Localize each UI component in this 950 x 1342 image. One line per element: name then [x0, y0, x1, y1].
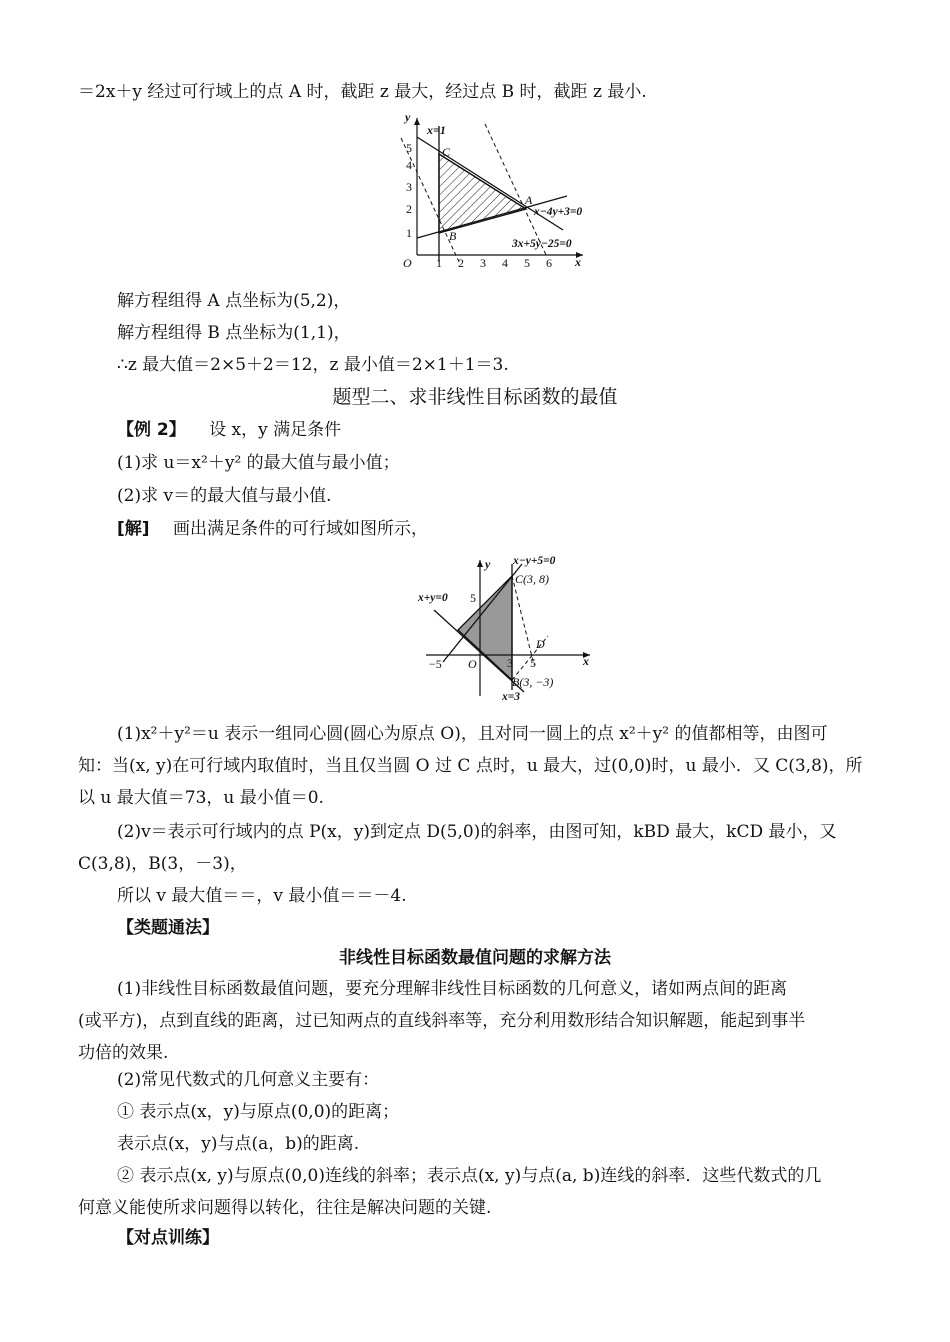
text-line: ② 表示点(x, y)与原点(0,0)连线的斜率；表示点(x, y)与点(a, b)连线的斜率．这些代数式的几 — [117, 1166, 822, 1186]
point-label-c: C(3, 8) — [515, 572, 549, 586]
x-axis-label: x — [583, 654, 589, 668]
feasible-region-figure-1 — [395, 112, 595, 272]
method-heading: 非线性目标函数最值问题的求解方法 — [339, 948, 611, 968]
section-tag: 【对点训练】 — [117, 1228, 219, 1248]
x-tick: 5 — [524, 256, 530, 270]
y-tick: 2 — [406, 202, 412, 216]
example-text: 设 x，y 满足条件 — [209, 420, 342, 440]
text-line: C(3,8)，B(3，－3)， — [78, 854, 247, 874]
feasible-region — [439, 154, 526, 233]
x-tick: 3 — [480, 256, 486, 270]
y-tick: 1 — [406, 226, 412, 240]
point-label-c: C — [442, 145, 451, 159]
y-tick: 3 — [406, 180, 412, 194]
y-axis-label: y — [485, 557, 491, 571]
text-line: 以 u 最大值＝73，u 最小值＝0. — [78, 788, 324, 808]
text-line: ∴z 最大值＝2×5＋2＝12，z 最小值＝2×1＋1＝3. — [117, 355, 509, 375]
solution-text: 画出满足条件的可行域如图所示， — [172, 519, 428, 539]
text-line: (1)非线性目标函数最值问题，要充分理解非线性目标函数的几何意义，诸如两点间的距离 — [117, 979, 788, 999]
text-line: 所以 v 最大值＝＝，v 最小值＝＝－4. — [117, 886, 407, 906]
line-label-2: 3x+5y−25=0 — [512, 238, 572, 250]
solution-tag: [解] — [117, 519, 150, 539]
tick-5-y: 5 — [470, 591, 476, 605]
text-line: 何意义能使所求问题得以转化，往往是解决问题的关键. — [78, 1198, 492, 1218]
tick-3: 3 — [507, 656, 513, 670]
text-line: 解方程组得 B 点坐标为(1,1)， — [117, 323, 351, 343]
feasible-region — [458, 576, 512, 680]
x-tick: 1 — [436, 256, 442, 270]
text-line: (或平方)，点到直线的距离，过已知两点的直线斜率等，充分利用数形结合知识解题，能起到事半 — [78, 1011, 806, 1031]
y-axis-label: y — [405, 110, 411, 124]
text-line: (2)v＝表示可行域内的点 P(x，y)到定点 D(5,0)的斜率，由图可知，kBD 最大，kCD 最小，又 — [117, 822, 837, 842]
text-line: (1)求 u＝x²＋y² 的最大值与最小值； — [117, 453, 400, 473]
section-tag: 【类题通法】 — [117, 918, 219, 938]
line-label-x1: x=1 — [427, 123, 446, 137]
y-tick-labels — [406, 141, 412, 240]
tick-neg5: −5 — [429, 657, 442, 671]
x-tick-labels — [436, 256, 552, 270]
line-label-2: x+y=0 — [418, 592, 448, 604]
origin-label: O — [468, 657, 477, 671]
y-tick: 5 — [406, 141, 412, 155]
text-line: (1)x²＋y²＝u 表示一组同心圆(圆心为原点 O)，且对同一圆上的点 x²＋y² 的值都相等，由图可 — [117, 724, 828, 744]
text-line: ＝2x＋y 经过可行域上的点 A 时，截距 z 最大，经过点 B 时，截距 z 最小. — [78, 82, 647, 102]
text-line: ① 表示点(x，y)与原点(0,0)的距离； — [117, 1102, 400, 1122]
x-tick: 2 — [458, 256, 464, 270]
text-line: (2)常见代数式的几何意义主要有： — [117, 1070, 380, 1090]
point-label-a: A — [525, 193, 533, 207]
example-tag: 【例 2】 — [117, 420, 186, 440]
example-line — [117, 418, 341, 442]
feasible-region-figure-2 — [418, 550, 608, 703]
x-tick: 6 — [546, 256, 552, 270]
line-label-1: x−4y+3=0 — [534, 206, 583, 218]
text-line: 知：当(x, y)在可行域内取值时，当且仅当圆 O 过 C 点时，u 最大，过(0,0)时，u 最小．又 C(3,8)，所 — [78, 756, 863, 776]
line-label-3: x=3 — [502, 691, 521, 703]
solution-line — [117, 517, 428, 541]
y-tick: 4 — [406, 158, 412, 172]
line-label-1: x−y+5=0 — [513, 555, 556, 567]
x-tick: 4 — [502, 256, 508, 270]
text-line: (2)求 v＝的最大值与最小值. — [117, 486, 332, 506]
text-line: 功倍的效果. — [78, 1043, 169, 1063]
section-heading: 题型二、求非线性目标函数的最值 — [332, 386, 618, 408]
x-axis-label: x — [575, 255, 581, 269]
text-line: 解方程组得 A 点坐标为(5,2)， — [117, 291, 351, 311]
tick-5-x: 5 — [530, 656, 536, 670]
point-label-b: B(3, −3) — [512, 675, 554, 689]
origin-label: O — [403, 256, 412, 270]
point-label-b: B — [449, 229, 457, 243]
point-label-d: D — [536, 637, 545, 651]
text-line: 表示点(x，y)与点(a，b)的距离. — [117, 1134, 360, 1154]
